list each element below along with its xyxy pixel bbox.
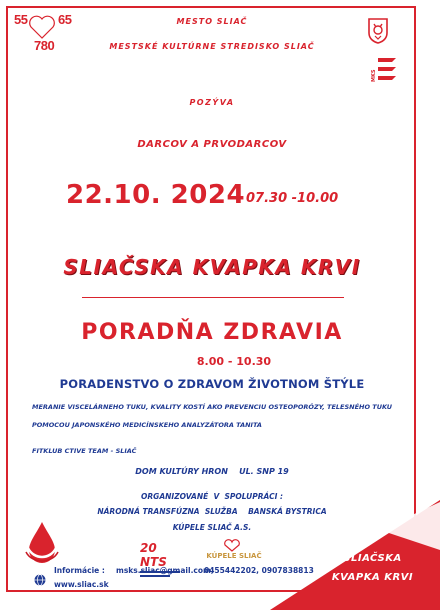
info-label: Informácie : <box>54 566 105 575</box>
organization-name: MESTSKÉ KULTÚRNE STREDISKO SLIAČ <box>109 42 315 51</box>
blood-drop-icon <box>24 520 60 564</box>
corner-title-line-2: KVAPKA KRVI <box>331 572 414 583</box>
kupele-logo-text: KÚPELE SLIAČ <box>206 552 262 560</box>
website-link[interactable]: www.sliac.sk <box>54 580 109 589</box>
city-crest-icon <box>368 18 388 44</box>
logo-number-780: 780 <box>34 38 55 53</box>
divider-line <box>82 297 344 298</box>
corner-title-line-1: SLIAČSKA <box>343 553 402 564</box>
heart-icon <box>222 540 242 552</box>
event-title: SLIAČSKA KVAPKA KRVI <box>63 255 361 279</box>
mks-logo-icon <box>372 52 398 86</box>
counselling-description-1: MERANIE VISCELÁRNEHO TUKU, KVALITY KOSTÍ AKO PREVENCIU OSTEOPORÓZY, TELESNÉHO TUKU <box>32 403 393 411</box>
counselling-subtitle: PORADENSTVO O ZDRAVOM ŽIVOTNOM ŠTÝLE <box>59 377 365 391</box>
invite-text: POZÝVA <box>189 98 235 107</box>
logo-number-55: 55 <box>14 12 28 27</box>
globe-icon <box>34 574 46 586</box>
city-name: MESTO SLIAČ <box>176 17 248 26</box>
nts-logo-text: 20 NTS <box>140 541 167 569</box>
organizers-heading: ORGANIZOVANÉ V SPOLUPRÁCI : <box>141 492 283 501</box>
mks-logo-text: MKS <box>371 69 377 82</box>
counselling-description-2: POMOCOU JAPONSKÉHO MEDICÍNSKEHO ANALYZÁTORA TANITA <box>32 421 262 429</box>
contact-phones: 0455442202, 0907838813 <box>204 566 314 575</box>
logo-number-65: 65 <box>58 12 72 27</box>
event-time: 07.30 -10.00 <box>246 191 339 206</box>
counselling-title: PORADŇA ZDRAVIA <box>81 320 343 345</box>
audience-text: DARCOV A PRVODARCOV <box>137 139 287 150</box>
organizers-line-1: NÁRODNÁ TRANSFÚZNA SLUŽBA BANSKÁ BYSTRICA <box>97 507 327 516</box>
contact-email[interactable]: msks.sliac@gmail.com, <box>116 566 214 575</box>
organizers-line-2: KÚPELE SLIAČ A.S. <box>172 523 252 532</box>
partner-name: FITKLUB CTIVE TEAM - SLIAČ <box>32 447 137 455</box>
venue-text: DOM KULTÚRY HRON UL. SNP 19 <box>135 467 289 476</box>
event-date: 22.10. 2024 <box>66 180 246 210</box>
kupele-sliac-logo <box>204 540 264 566</box>
counselling-time: 8.00 - 10.30 <box>196 355 272 368</box>
